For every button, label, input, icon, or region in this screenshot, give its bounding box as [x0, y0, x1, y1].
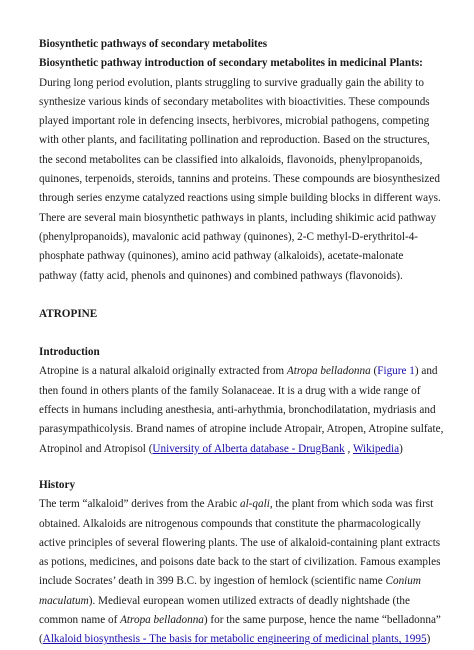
document-title: Biosynthetic pathways of secondary metabolites [39, 38, 268, 50]
history-text-1: The term “alkaloid” derives from the Arabic [39, 498, 240, 511]
introduction-text-5: ) [399, 442, 403, 455]
alkaloid-biosynthesis-link[interactable]: Alkaloid biosynthesis - The basis for metabolic engineering of medicinal plants, 1995 [42, 633, 427, 646]
atropa-name: Atropa belladonna [120, 614, 204, 627]
history-paragraph [39, 495, 444, 649]
figure-1-link[interactable]: Figure 1 [377, 365, 415, 378]
history-text-5: ) [426, 633, 431, 646]
introduction-text-4: , [344, 442, 353, 455]
intro-text: During long period evolution, plants struggling to survive gradually gain the ability to synthesize various kinds of secondary metabolites with bioactivities. These compounds played important role in defencing insects, herbivores, microbial pathogens, competing with other plants, and facilitating pollination and reproduction. Based on the structures, the second metabolites can be classified into alkaloids, flavonoids, phenylpropanoids, quinones, terpenoids, steroids, tannins and proteins. These compounds are biosynthesized through series enzyme catalyzed reactions using simple building blocks in different ways. There are several main biosynthetic pathways in plants, including shikimic acid pathway (phenylpropanoids), mavalonic acid pathway (quinones), 2-C methyl-D-erythritol-4-phosphate pathway (quinones), amino acid pathway (alkaloids), acetate-malonate pathway (fatty acid, phenols and quinones) and combined pathways (flavonoids). [39, 76, 441, 282]
atropine-heading: ATROPINE [39, 307, 98, 320]
conium-name: Conium maculatum [39, 575, 421, 607]
history-text-4: ) for the same purpose, hence the name “belladonna” ( [39, 614, 441, 646]
introduction-text-2: ( [370, 365, 378, 378]
intro-paragraph [39, 54, 444, 286]
al-qali-term: al-qali [239, 498, 270, 511]
introduction-text-3: ) and then found in others plants of the family Solanaceae. It is a drug with a wide range of effects in humans including anesthesia, anti-arhythmia, bronchodilatation, mydriasis and parasympathicolysis. Brand names of atropine include Atropair, Atropen, Atropine sulfate, Atropinol and Atropisol ( [39, 365, 444, 455]
wikipedia-link[interactable]: Wikipedia [352, 442, 400, 455]
species-name: Atropa belladonna [286, 365, 371, 378]
introduction-text-1: Atropine is a natural alkaloid originally extracted from [39, 365, 287, 378]
drugbank-link[interactable]: University of Alberta database - DrugBank [152, 442, 345, 455]
history-text-3: ). Medieval european women utilized extracts of deadly nightshade (the common name of [39, 594, 410, 627]
history-heading: History [39, 478, 76, 491]
document-body [39, 35, 444, 650]
introduction-paragraph [39, 362, 444, 458]
history-text-2: , the plant from which soda was first obtained. Alkaloids are nitrogenous compounds that constitute the pharmacologically active principles of several flowering plants. The use of alkaloid-containing plant extracts as potions, medicines, and poisons date back to the start of civilization. Famous examples include Socrates’ death in 399 B.C. by ingestion of hemlock (scientific name [39, 498, 441, 588]
intro-lead: Biosynthetic pathway introduction of secondary metabolites in medicinal Plants: [39, 57, 423, 70]
introduction-heading: Introduction [39, 346, 100, 359]
